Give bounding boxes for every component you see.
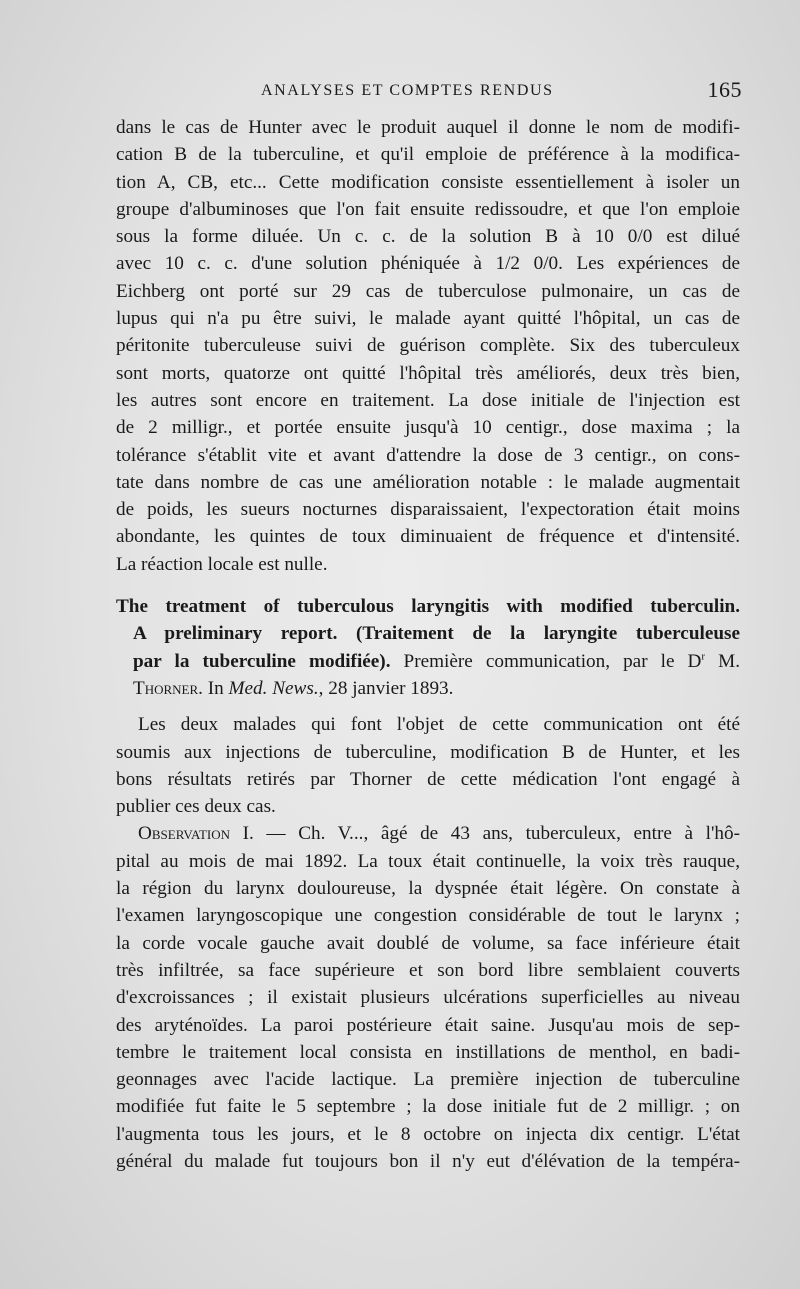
citation-journal: Med. News. xyxy=(228,677,319,699)
citation-communication: Première communication, par le D xyxy=(390,650,702,672)
text-line: soumis aux injections de tuberculine, modification B de Hunter, et les xyxy=(116,741,740,763)
text-line: bons résultats retirés par Thorner de cette médication l'ont engagé à xyxy=(116,768,740,790)
observation-intro: — Ch. V..., âgé de 43 ans, tuberculeux, entre à l'hô- xyxy=(253,823,740,845)
page-header xyxy=(118,77,742,110)
text-line: lupus qui n'a pu être suivi, le malade ayant quitté l'hôpital, un cas de xyxy=(116,308,740,330)
text-line: cation B de la tuberculine, et qu'il emploie de préférence à la modifica- xyxy=(116,144,740,166)
citation-title-line xyxy=(116,648,740,675)
paragraph-continuation xyxy=(116,114,740,578)
section-gap xyxy=(116,702,740,711)
text-line: Eichberg ont porté sur 29 cas de tuberculose pulmonaire, un cas de xyxy=(116,280,740,302)
page-body xyxy=(116,114,740,1175)
text-line: tion A, CB, etc... Cette modification consiste essentiellement à isoler un xyxy=(116,171,740,193)
text-line: l'augmenta tous les jours, et le 8 octobre on injecta dix centigr. L'état xyxy=(116,1123,740,1145)
text-line: de poids, les sueurs nocturnes disparaissaient, l'expectoration était moins xyxy=(116,499,740,521)
text-line: tolérance s'établit vite et avant d'attendre la dose de 3 centigr., on cons- xyxy=(116,444,740,466)
text-line: les autres sont encore en traitement. La dose initiale de l'injection est xyxy=(116,389,740,411)
page-number: 165 xyxy=(707,77,742,102)
citation-title-end: par la tuberculine modifiée). xyxy=(133,650,391,672)
text-line: avec 10 c. c. d'une solution phéniquée à 1/2 0/0. Les expériences de xyxy=(116,253,740,275)
bibliographic-citation xyxy=(116,593,740,702)
citation-initial: M. xyxy=(705,650,740,672)
citation-title-line: A preliminary report. (Traitement de la laryngite tuberculeuse xyxy=(133,623,740,645)
text-line: de 2 milligr., et portée ensuite jusqu'à 10 centigr., dose maxima ; la xyxy=(116,417,740,439)
text-line: sous la forme diluée. Un c. c. de la solution B à 10 0/0 est dilué xyxy=(116,226,740,248)
text-line: Les deux malades qui font l'objet de cette communication ont été xyxy=(138,714,740,736)
section-gap xyxy=(116,578,740,593)
citation-title-line: The treatment of tuberculous laryngitis with modified tuberculin. xyxy=(116,596,740,618)
text-line: très infiltrée, sa face supérieure et son bord libre semblaient couverts xyxy=(116,959,740,981)
text-line: groupe d'albuminoses que l'on fait ensuite redissoudre, et que l'on emploie xyxy=(116,198,740,220)
text-line: abondante, les quintes de toux diminuaient de fréquence et d'intensité. xyxy=(116,526,740,548)
text-line: l'examen laryngoscopique une congestion considérable de tout le larynx ; xyxy=(116,905,740,927)
text-line: des aryténoïdes. La paroi postérieure était saine. Jusqu'au mois de sep- xyxy=(116,1014,740,1036)
observation-label: Observation I. xyxy=(138,823,254,845)
text-line: péritonite tuberculeuse suivi de guérison complète. Six des tuberculeux xyxy=(116,335,740,357)
text-line: d'excroissances ; il existait plusieurs ulcérations superficielles au niveau xyxy=(116,987,740,1009)
paragraph-summary xyxy=(116,711,740,820)
citation-date: , 28 janvier 1893. xyxy=(318,677,454,699)
text-line xyxy=(116,820,740,847)
text-line: pital au mois de mai 1892. La toux était continuelle, la voix très rauque, xyxy=(116,850,740,872)
text-line: la région du larynx douloureuse, la dyspnée était légère. On constate à xyxy=(116,878,740,900)
text-line: La réaction locale est nulle. xyxy=(116,553,328,575)
paragraph-observation xyxy=(116,820,740,1175)
text-line: dans le cas de Hunter avec le produit auquel il donne le nom de modifi- xyxy=(116,117,740,138)
text-line: général du malade fut toujours bon il n'y eut d'élévation de la tempéra- xyxy=(116,1150,740,1172)
citation-author: Thorner. xyxy=(133,677,203,699)
text-line: tembre le traitement local consista en instillations de menthol, en badi- xyxy=(116,1041,740,1063)
citation-in: In xyxy=(202,677,229,699)
text-line: tate dans nombre de cas une amélioration notable : le malade augmentait xyxy=(116,471,740,493)
text-line: geonnages avec l'acide lactique. La première injection de tuberculine xyxy=(116,1069,740,1091)
text-line: sont morts, quatorze ont quitté l'hôpital très améliorés, deux très bien, xyxy=(116,362,740,384)
text-line: publier ces deux cas. xyxy=(116,796,276,818)
citation-superscript: r xyxy=(701,650,706,663)
citation-source-line xyxy=(116,675,740,702)
text-line: modifiée fut faite le 5 septembre ; la dose initiale fut de 2 milligr. ; on xyxy=(116,1096,740,1118)
text-line: la corde vocale gauche avait doublé de volume, sa face inférieure était xyxy=(116,932,740,954)
running-title: ANALYSES ET COMPTES RENDUS xyxy=(261,82,554,99)
